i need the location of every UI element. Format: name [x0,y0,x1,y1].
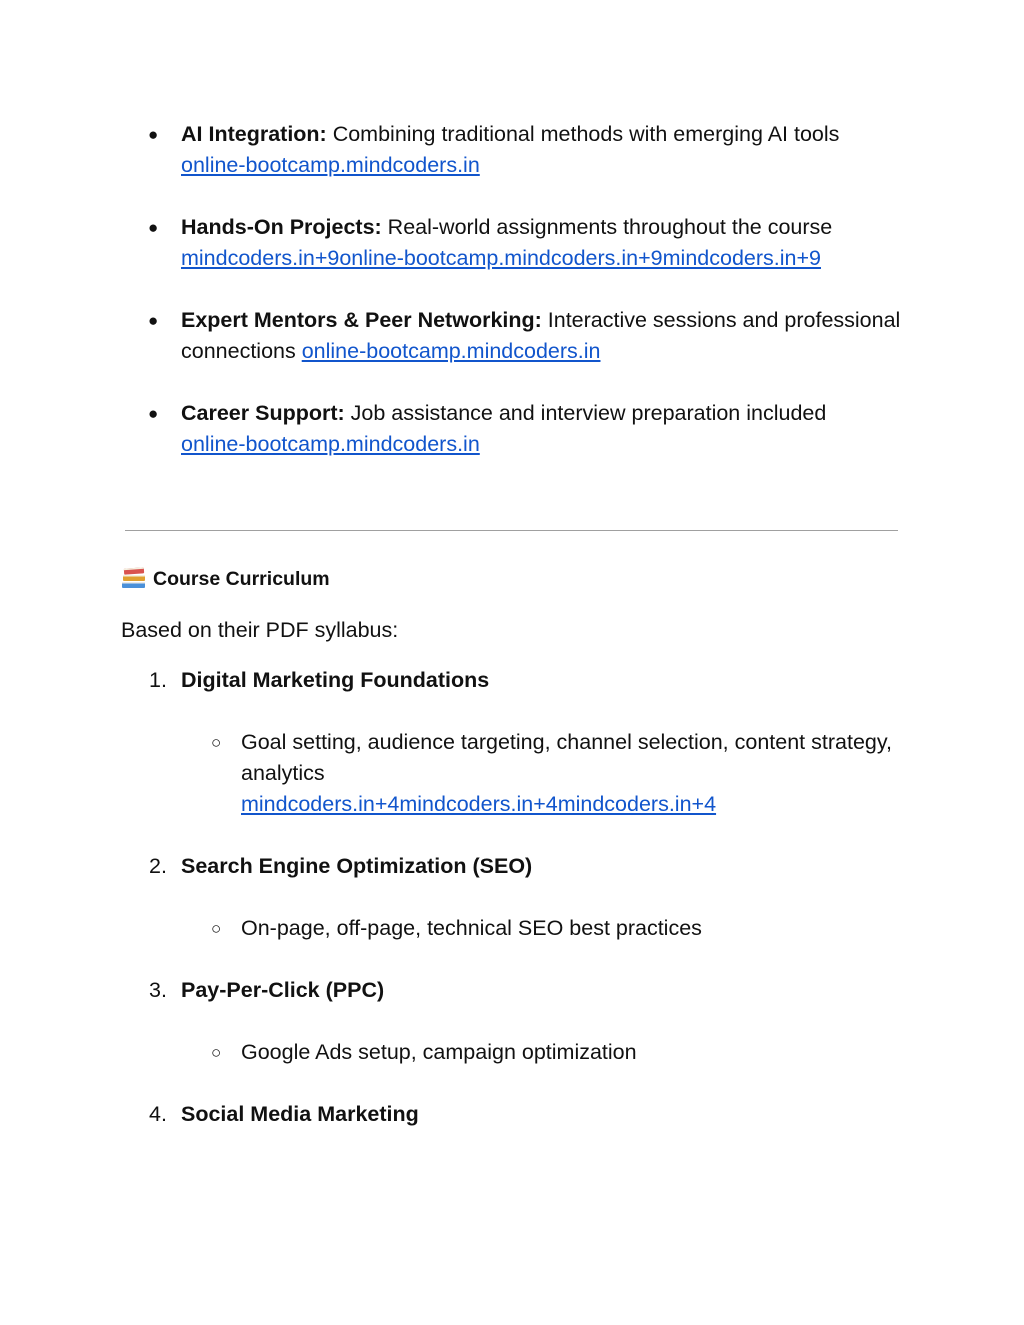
module-detail-text: Goal setting, audience targeting, channel selection, content strategy, analytics [241,730,892,785]
curriculum-module-2 [149,851,881,882]
module-title: Social Media Marketing [181,1102,419,1126]
source-link[interactable]: mindcoders.in+4mindcoders.in+4mindcoders.in+4 [241,792,717,816]
bullet-icon: ● [148,311,159,330]
module-title: Pay‑Per‑Click (PPC) [181,978,385,1002]
module-title: Digital Marketing Foundations [181,668,490,692]
module-number: 2. [149,854,167,878]
feature-item-ai-integration [148,119,921,181]
sub-bullet-icon: ○ [211,1043,222,1062]
module-number: 3. [149,978,167,1002]
feature-item-expert-mentors [148,305,921,367]
curriculum-module-4 [149,1099,881,1130]
sub-bullet-icon: ○ [211,919,222,938]
section-divider [125,530,898,531]
feature-text: Real-world assignments throughout the course [381,215,833,239]
feature-title: Hands-On Projects: [181,215,382,239]
curriculum-module-1 [149,665,881,696]
module-title: Search Engine Optimization (SEO) [181,854,533,878]
module-detail-text: On-page, off-page, technical SEO best practices [241,916,702,940]
feature-item-hands-on-projects [148,212,921,274]
feature-text: Combining traditional methods with emerging AI tools [326,122,840,146]
feature-item-career-support [148,398,921,460]
module-detail-text: Google Ads setup, campaign optimization [241,1040,637,1064]
feature-title: Career Support: [181,401,345,425]
module-3-detail [211,1037,901,1068]
source-link[interactable]: online-bootcamp.mindcoders.in [301,339,601,363]
source-link[interactable]: mindcoders.in+9online-bootcamp.mindcoders.in+9mindcoders.in+9 [181,246,821,270]
bullet-icon: ● [148,125,159,144]
feature-title: Expert Mentors & Peer Networking: [181,308,542,332]
curriculum-heading [121,566,330,592]
module-number: 4. [149,1102,167,1126]
feature-text: Interactive sessions and professional connections [181,308,901,363]
sub-bullet-icon: ○ [211,733,222,752]
curriculum-module-3 [149,975,881,1006]
curriculum-intro: Based on their PDF syllabus: [121,618,399,642]
module-1-detail [211,727,901,820]
feature-text: Job assistance and interview preparation included [344,401,827,425]
bullet-icon: ● [148,404,159,423]
feature-title: AI Integration: [181,122,327,146]
module-number: 1. [149,668,167,692]
curriculum-heading-text: Course Curriculum [153,568,330,590]
bullet-icon: ● [148,218,159,237]
module-2-detail [211,913,901,944]
source-link[interactable]: online-bootcamp.mindcoders.in [181,153,480,177]
books-icon [121,567,147,589]
source-link[interactable]: online-bootcamp.mindcoders.in [181,432,480,456]
